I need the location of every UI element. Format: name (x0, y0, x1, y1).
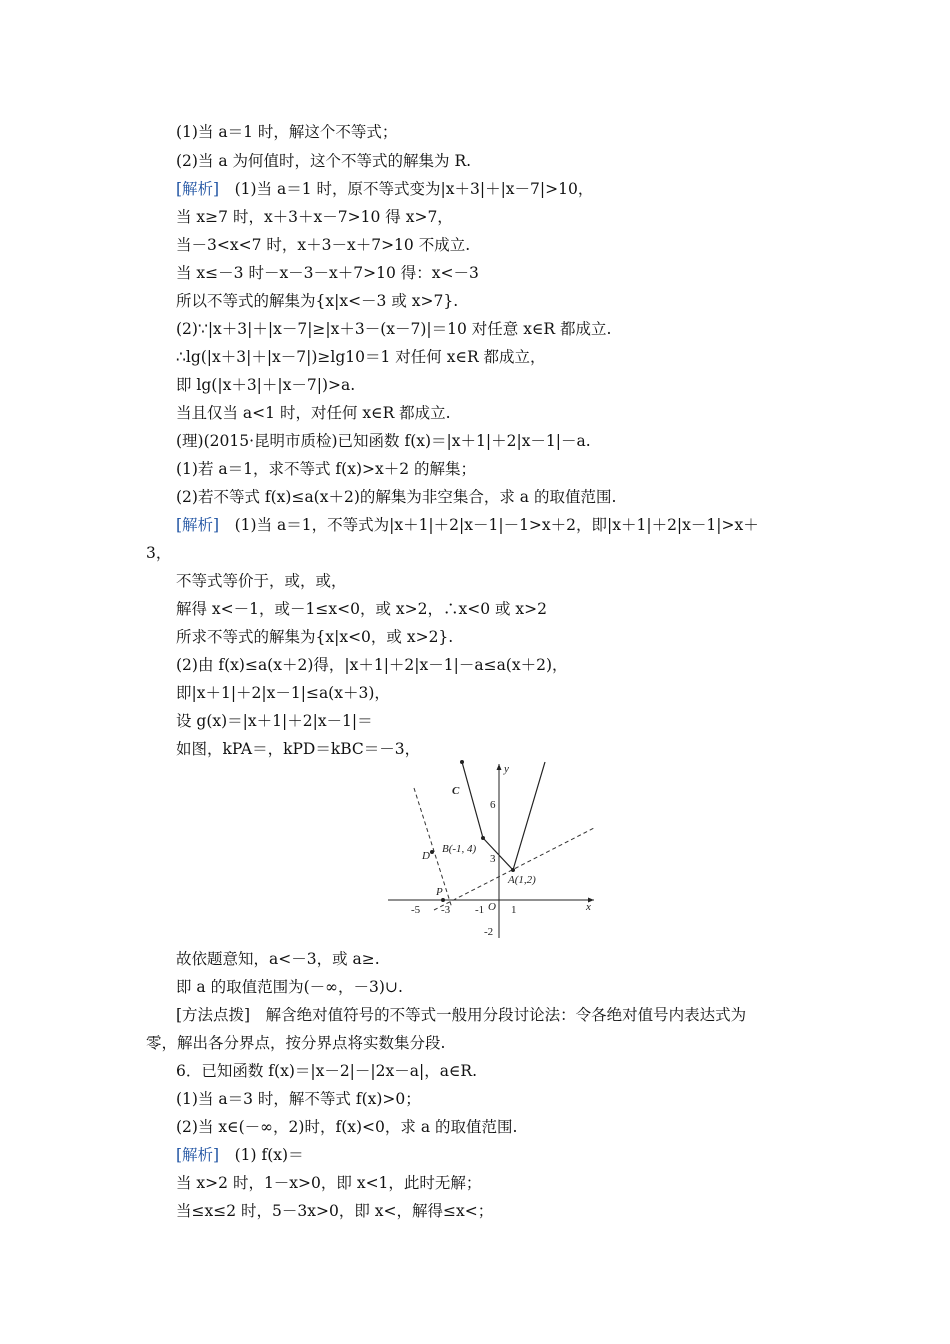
text-line: 6．已知函数 f(x)＝|x－2|－|2x－a|，a∈R. (176, 1062, 478, 1080)
x-tick-neg5: -5 (411, 904, 421, 916)
text-line-body: (1)当 a＝1，不等式为|x＋1|＋2|x－1|－1>x＋2，即|x＋1|＋2|x－1|>x＋ (234, 516, 759, 534)
text-line (176, 1145, 304, 1165)
text-line: 当且仅当 a<1 时，对任何 x∈R 都成立. (176, 404, 451, 422)
text-line: 故依题意知，a<－3，或 a≥. (176, 950, 380, 968)
text-line: 3， (146, 544, 172, 562)
text-line: (1)当 a＝1 时，解这个不等式； (176, 123, 398, 141)
y-tick-neg2: -2 (484, 926, 494, 938)
text-line: ∴lg(|x＋3|＋|x－7|)≥lg10＝1 对任何 x∈R 都成立， (176, 348, 546, 366)
text-line: 当≤x≤2 时，5－3x>0，即 x<，解得≤x<； (176, 1202, 494, 1220)
text-line: (2)由 f(x)≤a(x＋2)得，|x＋1|＋2|x－1|－a≤a(x＋2)， (176, 656, 568, 674)
x-tick-1: 1 (511, 904, 517, 916)
text-line: (2)当 a 为何值时，这个不等式的解集为 R. (176, 152, 472, 170)
text-line: (2)∵|x＋3|＋|x－7|≥|x＋3－(x－7)|＝10 对任意 x∈R 都成立. (176, 320, 612, 338)
origin-label: O (488, 901, 496, 913)
text-line: (理)(2015·昆明市质检)已知函数 f(x)＝|x＋1|＋2|x－1|－a. (176, 432, 591, 450)
method-tag: [方法点拨] (176, 1006, 251, 1024)
text-line: 零，解出各分界点，按分界点将实数集分段. (146, 1034, 446, 1052)
text-line: 如图，kPA＝，kPD＝kBC＝－3， (176, 740, 421, 758)
x-axis-label: x (586, 901, 591, 913)
point-p-label: P (436, 886, 443, 898)
point-b-label: B(-1, 4) (442, 843, 477, 855)
text-line-body: (1)当 a＝1 时，原不等式变为|x＋3|＋|x－7|>10， (234, 180, 594, 198)
analysis-tag: [解析] (176, 180, 220, 198)
text-line: 即|x＋1|＋2|x－1|≤a(x＋3)， (176, 684, 390, 702)
x-tick-neg1: -1 (475, 904, 485, 916)
text-line: 所求不等式的解集为{x|x<0，或 x>2}. (176, 628, 454, 646)
text-line: 解得 x<－1，或－1≤x<0，或 x>2，∴x<0 或 x>2 (176, 600, 548, 618)
point-d-label: D (422, 850, 430, 862)
text-line (176, 179, 593, 199)
text-line: 即 a 的取值范围为(－∞，－3)∪. (176, 978, 403, 996)
y-tick-6: 6 (490, 799, 496, 811)
text-line: 所以不等式的解集为{x|x<－3 或 x>7}. (176, 292, 459, 310)
text-line: (2)若不等式 f(x)≤a(x＋2)的解集为非空集合，求 a 的取值范围. (176, 488, 617, 506)
analysis-tag: [解析] (176, 516, 220, 534)
text-line: 当－3<x<7 时，x＋3－x＋7>10 不成立. (176, 236, 471, 254)
analysis-tag: [解析] (176, 1146, 220, 1164)
text-line-body: (1) f(x)＝ (234, 1146, 304, 1164)
y-axis-label: y (504, 763, 509, 775)
function-graph-figure (386, 758, 596, 940)
text-line (176, 515, 759, 535)
y-tick-3: 3 (490, 853, 496, 865)
text-line: 即 lg(|x＋3|＋|x－7|)>a. (176, 376, 356, 394)
text-line (176, 1005, 746, 1025)
text-line: 不等式等价于，或，或， (176, 572, 347, 590)
text-line: 设 g(x)＝|x＋1|＋2|x－1|＝ (176, 712, 373, 730)
point-c-label: C (452, 785, 460, 797)
text-line: (1)当 a＝3 时，解不等式 f(x)>0； (176, 1090, 421, 1108)
text-line: (1)若 a＝1，求不等式 f(x)>x＋2 的解集； (176, 460, 477, 478)
text-line: (2)当 x∈(－∞，2)时，f(x)<0，求 a 的取值范围. (176, 1118, 518, 1136)
text-line: 当 x>2 时，1－x>0，即 x<1，此时无解； (176, 1174, 482, 1192)
text-line: 当 x≥7 时，x＋3＋x－7>10 得 x>7， (176, 208, 453, 226)
point-a-label: A(1,2) (508, 874, 536, 886)
text-line-body: 解含绝对值符号的不等式一般用分段讨论法：令各绝对值号内表达式为 (265, 1006, 747, 1024)
text-line: 当 x≤－3 时－x－3－x＋7>10 得：x<－3 (176, 264, 479, 282)
x-tick-neg3: -3 (441, 904, 451, 916)
